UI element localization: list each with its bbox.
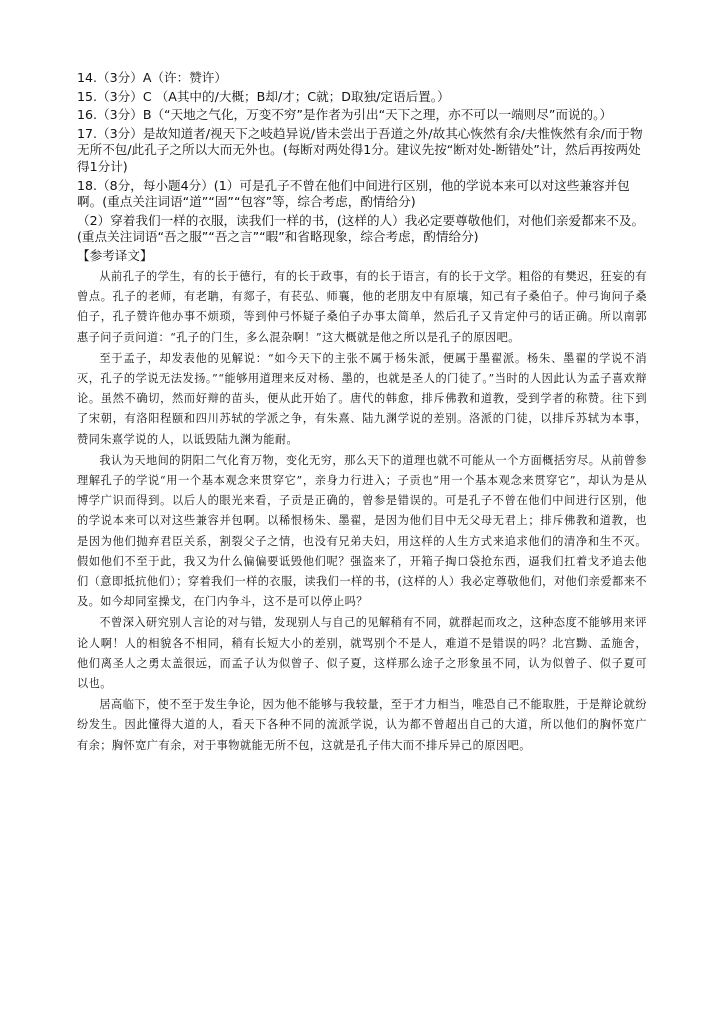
answer-page	[77, 70, 647, 757]
answer-18-part-1: 18.（8分，每小题4分）(1）可是孔子不曾在他们中间进行区别，他的学说本来可以对这些兼容并包啊。(重点关注词语“道”“固”“包容”等，综合考虑，酌情给分)	[77, 177, 630, 210]
answer-17: 17.（3分）是故知道者/视天下之岐趋异说/皆未尝出于吾道之外/故其心恢然有余/夫惟恢然有余/而于物无所不包/此孔子之所以大而无外也。(每断对两处得1分。建议先按“断对处-断错处”计，然后再按两处得1分计)	[77, 125, 643, 174]
answer-16: 16.（3分）B（“天地之气化，万变不穷”是作者为引出“天下之理，亦不可以一端则尽”而说的。）	[77, 107, 613, 123]
answer-15: 15.（3分）C （A其中的/大概；B却/才；C就；D取独/定语后置。）	[77, 88, 450, 104]
translation-paragraph: 我认为天地间的阴阳二气化育万物，变化无穷，那么天下的道理也就不可能从一个方面概括穷尽。从前曾参理解孔子的学说“用一个基本观念来贯穿它”，亲身力行进入；子贡也“用一个基本观念来贯穿它”，却认为是从博学广识而得到。以后人的眼光来看，子贡是正确的，曾参是错误的。可是孔子不曾在他们中间进行区别，他的学说本来可以对这些兼容并包啊。以稀恨杨朱、墨翟，是因为他们目中无父母无君上；排斥佛教和道教，也是因为他们抛弃君臣关系，割裂父子之情，也没有兄弟夫妇，用这样的人生方式来追求他们的清净和生不灭。假如他们不至于此，我又为什么偏偏要诋毁他们呢？强盗来了，开箱子掏口袋抢东西，逼我们扛着戈矛追去他们（意即抵抗他们）；穿着我们一样的衣服，读我们一样的书，(这样的人）我必定尊敬他们，对他们亲爱都来不及。如今却同室操戈，在门内争斗，这不是可以停止吗？	[77, 453, 647, 609]
translation-paragraph: 不曾深入研究别人言论的对与错，发现别人与自己的见解稍有不同，就群起而攻之，这种态度不能够用来评论人啊！人的相貌各不相同，稍有长短大小的差别，就骂别个不是人，难道不是错误的吗？北宫黝、孟施舍，他们离圣人之勇太盖很远，而孟子认为似曾子、似子夏，这样那么途子之形象虽不同，认为似曾子、似子夏可以也。	[77, 616, 647, 690]
translation-paragraph: 居高临下，使不至于发生争论，因为他不能够与我较量，至于才力相当，唯恐自己不能取胜，于是辩论就纷纷发生。因此懂得大道的人，看天下各种不同的流派学说，认为都不曾超出自己的大道，所以他们的胸怀宽广有余；胸怀宽广有余，对于事物就能无所不包，这就是孔子伟大而不排斥异己的原因吧。	[77, 698, 647, 752]
translation-paragraph: 至于孟子，却发表他的见解说：“如今天下的主张不属于杨朱派，便属于墨翟派。杨朱、墨翟的学说不消灭，孔子的学说无法发扬。”“能够用道理来反对杨、墨的，也就是圣人的门徒了。”当时的人因此认为孟子喜欢辩论。虽然不确切，然而好辩的苗头，便从此开始了。唐代的韩愈，排斥佛教和道教，受到学者的称赞。往下到了宋朝，有洛阳程颐和四川苏轼的学派之争，有朱熹、陆九渊学说的差别。洛派的门徒，以排斥苏轼为本事，赞同朱熹学说的人，以诋毁陆九渊为能耐。	[77, 351, 647, 446]
answer-18-part-2: （2）穿着我们一样的衣服，读我们一样的书，(这样的人）我必定要尊敬他们，对他们亲爱都来不及。(重点关注词语“吾之服”“吾之言”“暇”和省略现象，综合考虑，酌情给分)	[77, 212, 645, 245]
translation-body	[77, 267, 647, 756]
translation-paragraph: 从前孔子的学生，有的长于德行，有的长于政事，有的长于语言，有的长于文学。粗俗的有樊迟，狂妄的有曾点。孔子的老师，有老聃，有郯子，有苌弘、师襄，他的老朋友中有原壤，知己有子桑伯子。仲弓询问子桑伯子，孔子赞许他办事不烦琐，等到仲弓怀疑子桑伯子办事太简单，然后孔子又肯定仲弓的话正确。所以南郭惠子问子贡问道：“孔子的门生，多么混杂啊！”这大概就是他之所以是孔子的原因吧。	[77, 269, 647, 344]
answer-14: 14.（3分）A（许：赞许）	[77, 70, 227, 85]
translation-heading: 【参考译文】	[77, 247, 153, 263]
